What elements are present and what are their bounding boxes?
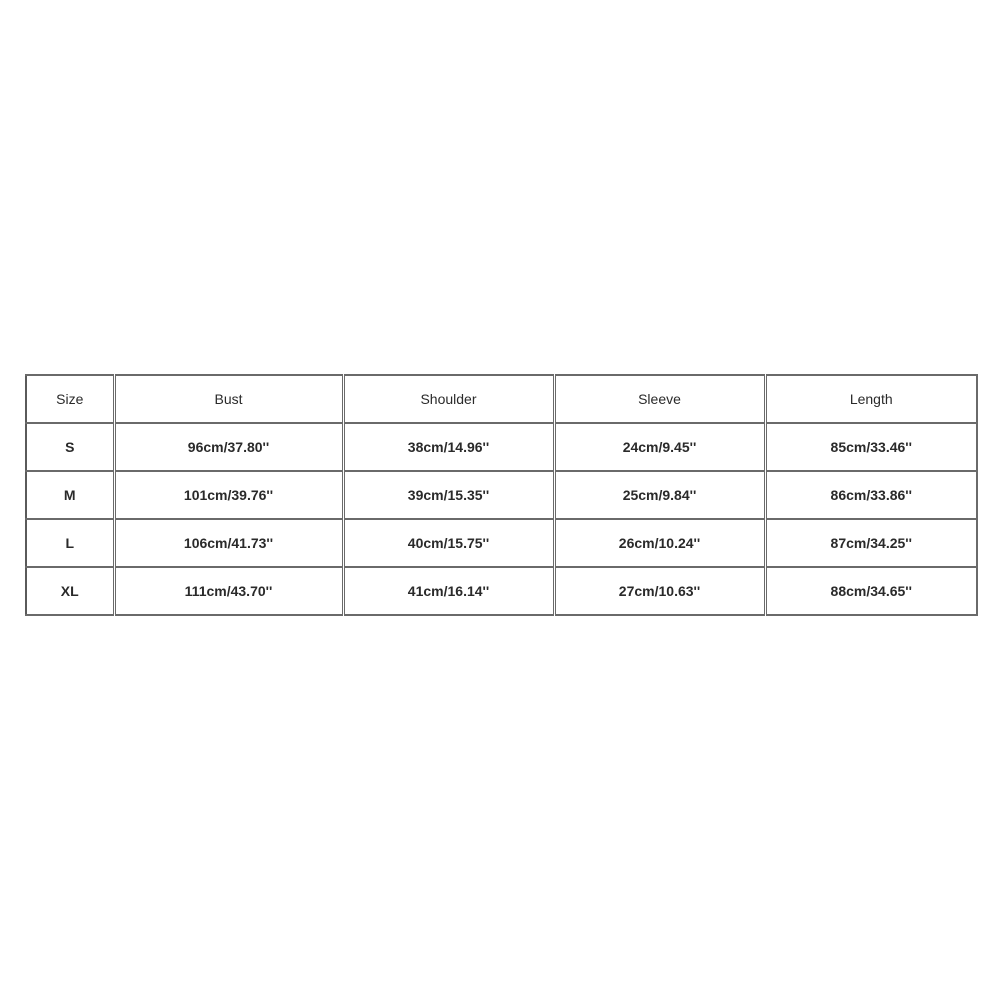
table-row	[26, 471, 977, 519]
cell-sleeve: 27cm/10.63''	[554, 567, 765, 615]
header-bust: Bust	[114, 375, 343, 423]
cell-shoulder: 40cm/15.75''	[343, 519, 554, 567]
cell-sleeve: 26cm/10.24''	[554, 519, 765, 567]
cell-shoulder: 41cm/16.14''	[343, 567, 554, 615]
cell-bust: 96cm/37.80''	[114, 423, 343, 471]
cell-length: 86cm/33.86''	[765, 471, 977, 519]
cell-shoulder: 38cm/14.96''	[343, 423, 554, 471]
table-row	[26, 567, 977, 615]
header-length: Length	[765, 375, 977, 423]
cell-bust: 101cm/39.76''	[114, 471, 343, 519]
header-size: Size	[26, 375, 114, 423]
cell-size: XL	[26, 567, 114, 615]
cell-size: S	[26, 423, 114, 471]
cell-length: 87cm/34.25''	[765, 519, 977, 567]
cell-bust: 106cm/41.73''	[114, 519, 343, 567]
cell-sleeve: 25cm/9.84''	[554, 471, 765, 519]
cell-sleeve: 24cm/9.45''	[554, 423, 765, 471]
size-chart-table	[25, 374, 978, 616]
cell-bust: 111cm/43.70''	[114, 567, 343, 615]
cell-size: L	[26, 519, 114, 567]
header-shoulder: Shoulder	[343, 375, 554, 423]
cell-shoulder: 39cm/15.35''	[343, 471, 554, 519]
header-sleeve: Sleeve	[554, 375, 765, 423]
cell-length: 85cm/33.46''	[765, 423, 977, 471]
table-row	[26, 423, 977, 471]
table-row	[26, 519, 977, 567]
cell-size: M	[26, 471, 114, 519]
header-row	[26, 375, 977, 423]
cell-length: 88cm/34.65''	[765, 567, 977, 615]
